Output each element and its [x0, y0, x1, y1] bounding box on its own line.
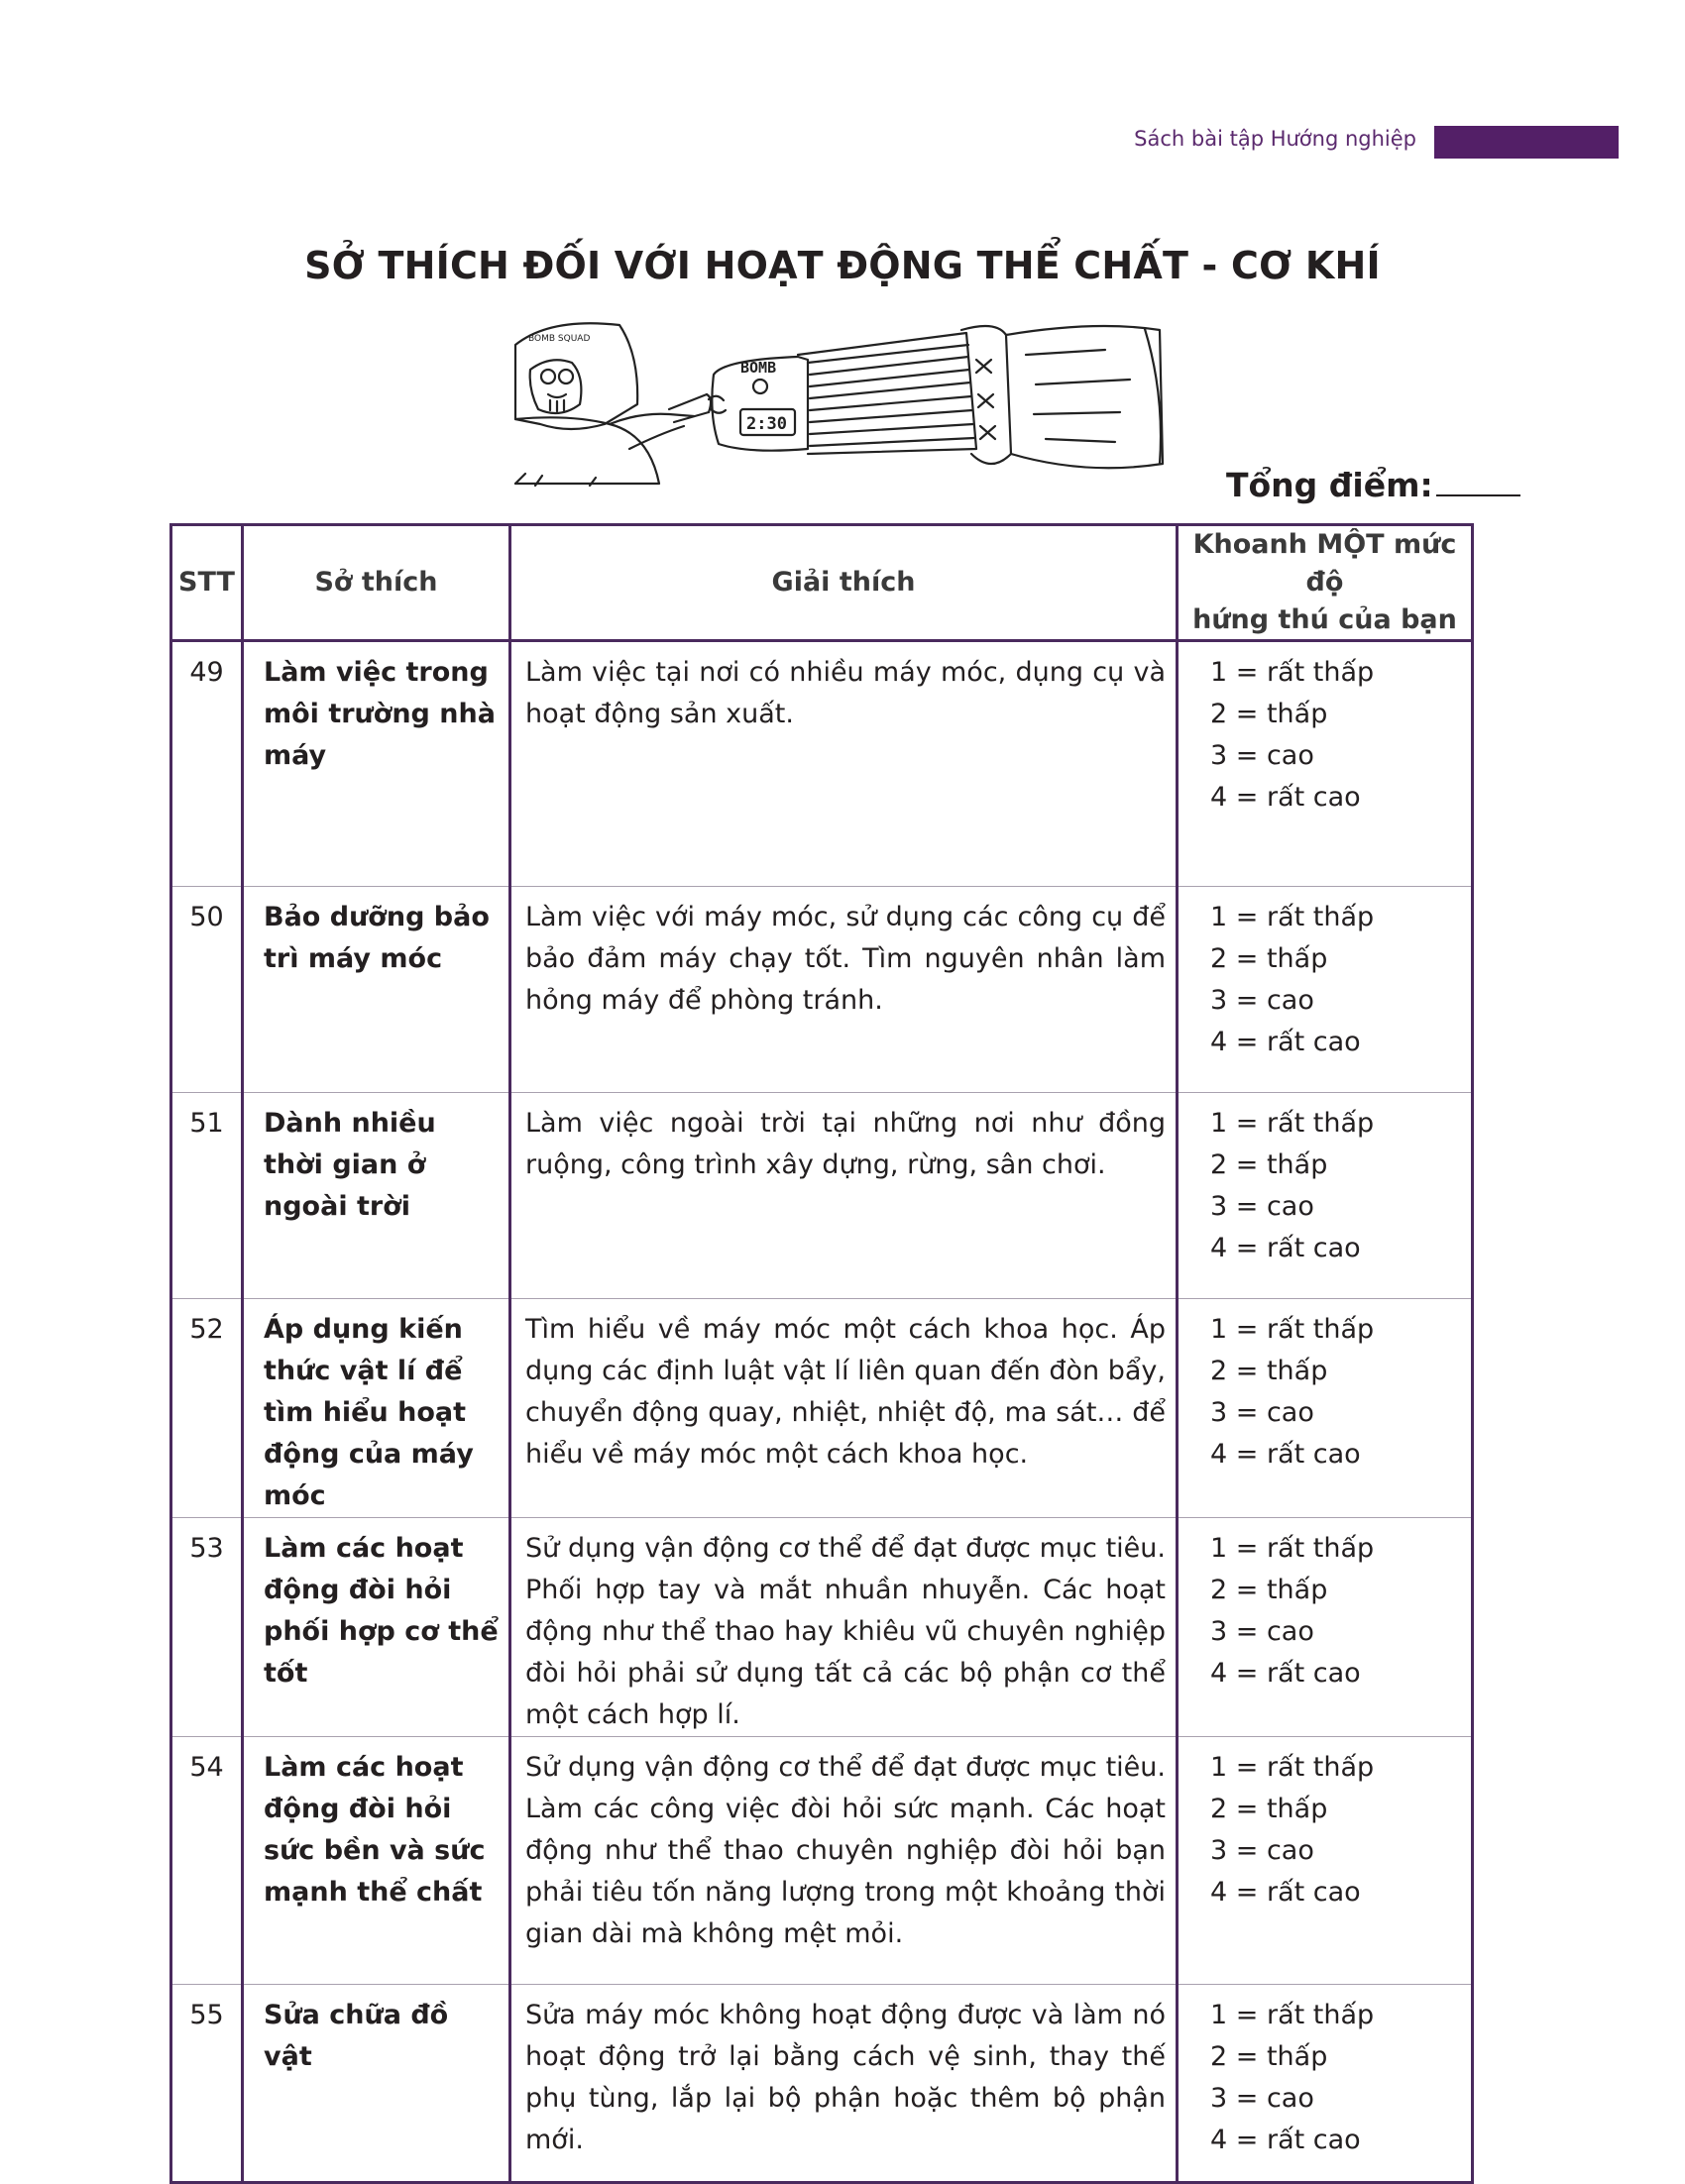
interest-name: Làm các hoạt động đòi hỏi sức bền và sức mạnh thể chất	[243, 1737, 510, 1985]
rating-option[interactable]: 3 = cao	[1210, 1191, 1314, 1222]
running-header: Sách bài tập Hướng nghiệp	[1134, 127, 1416, 151]
rating-option[interactable]: 4 = rất cao	[1210, 1658, 1361, 1689]
interest-name: Dành nhiều thời gian ở ngoài trời	[243, 1093, 510, 1299]
rating-option[interactable]: 3 = cao	[1210, 740, 1314, 771]
rating-options	[1178, 887, 1473, 1093]
interest-name: Làm các hoạt động đòi hỏi phối hợp cơ thể tốt	[243, 1518, 510, 1737]
rating-option[interactable]: 3 = cao	[1210, 2083, 1314, 2114]
interest-explanation: Làm việc với máy móc, sử dụng các công cụ để bảo đảm máy chạy tốt. Tìm nguyên nhân làm hỏng máy để phòng tránh.	[510, 887, 1178, 1093]
rating-option[interactable]: 2 = thấp	[1210, 1575, 1328, 1605]
rating-option[interactable]: 1 = rất thấp	[1210, 657, 1375, 688]
rating-options	[1178, 1518, 1473, 1737]
bomb-timer: 2:30	[746, 414, 787, 434]
rating-option[interactable]: 3 = cao	[1210, 985, 1314, 1016]
interest-explanation: Làm việc ngoài trời tại những nơi như đồng ruộng, công trình xây dựng, rừng, sân chơi.	[510, 1093, 1178, 1299]
row-number: 52	[171, 1299, 243, 1518]
total-score-blank[interactable]	[1436, 494, 1520, 496]
row-number: 53	[171, 1518, 243, 1737]
rating-option[interactable]: 4 = rất cao	[1210, 1439, 1361, 1470]
rating-option[interactable]: 1 = rất thấp	[1210, 2000, 1375, 2030]
rating-option[interactable]: 1 = rất thấp	[1210, 1533, 1375, 1564]
rating-option[interactable]: 4 = rất cao	[1210, 2125, 1361, 2155]
rating-option[interactable]: 1 = rất thấp	[1210, 1108, 1375, 1139]
table-row	[171, 641, 1473, 887]
rating-options	[1178, 1985, 1473, 2183]
helmet-text: BOMB SQUAD	[528, 334, 591, 344]
page-title: SỞ THÍCH ĐỐI VỚI HOẠT ĐỘNG THỂ CHẤT - CƠ KHÍ	[304, 244, 1381, 287]
bomb-squad-cartoon-icon	[510, 315, 1165, 489]
rating-option[interactable]: 2 = thấp	[1210, 943, 1328, 974]
row-number: 54	[171, 1737, 243, 1985]
interest-name: Sửa chữa đồ vật	[243, 1985, 510, 2183]
row-number: 49	[171, 641, 243, 887]
rating-option[interactable]: 1 = rất thấp	[1210, 1752, 1375, 1783]
table-row	[171, 1737, 1473, 1985]
table-row	[171, 1518, 1473, 1737]
row-number: 51	[171, 1093, 243, 1299]
rating-option[interactable]: 4 = rất cao	[1210, 782, 1361, 813]
table-row	[171, 1093, 1473, 1299]
interest-name: Bảo dưỡng bảo trì máy móc	[243, 887, 510, 1093]
row-number: 50	[171, 887, 243, 1093]
rating-option[interactable]: 4 = rất cao	[1210, 1027, 1361, 1057]
row-number: 55	[171, 1985, 243, 2183]
interest-explanation: Sử dụng vận động cơ thể để đạt được mục tiêu. Phối hợp tay và mắt nhuần nhuyễn. Các hoạt động như thể thao hay khiêu vũ chuyên nghiệp đòi hỏi phải sử dụng tất cả các bộ phận cơ thể một cách hợp lí.	[510, 1518, 1178, 1737]
rating-option[interactable]: 4 = rất cao	[1210, 1877, 1361, 1908]
rating-option[interactable]: 3 = cao	[1210, 1835, 1314, 1866]
total-score-label: Tổng điểm:	[1226, 466, 1433, 504]
header-rating-line2: hứng thú của bạn	[1192, 604, 1457, 635]
rating-options	[1178, 1299, 1473, 1518]
interest-name: Áp dụng kiến thức vật lí để tìm hiểu hoạt động của máy móc	[243, 1299, 510, 1518]
table-row	[171, 887, 1473, 1093]
rating-option[interactable]: 1 = rất thấp	[1210, 1314, 1375, 1345]
table-header-row	[171, 525, 1473, 641]
rating-options	[1178, 1737, 1473, 1985]
table-row	[171, 1985, 1473, 2183]
interest-table	[169, 523, 1474, 2184]
header-rating	[1178, 525, 1473, 641]
rating-options	[1178, 641, 1473, 887]
header-explanation: Giải thích	[510, 525, 1178, 641]
rating-option[interactable]: 1 = rất thấp	[1210, 902, 1375, 932]
interest-explanation: Sửa máy móc không hoạt động được và làm nó hoạt động trở lại bằng cách vệ sinh, thay thế phụ tùng, lắp lại bộ phận hoặc thêm bộ phận mới.	[510, 1985, 1178, 2183]
rating-option[interactable]: 2 = thấp	[1210, 1149, 1328, 1180]
interest-explanation: Sử dụng vận động cơ thể để đạt được mục tiêu. Làm các công việc đòi hỏi sức mạnh. Các hoạt động như thể thao chuyên nghiệp đòi hỏi bạn phải tiêu tốn năng lượng trong một khoảng thời gian dài mà không mệt mỏi.	[510, 1737, 1178, 1985]
rating-option[interactable]: 2 = thấp	[1210, 699, 1328, 729]
rating-option[interactable]: 2 = thấp	[1210, 1356, 1328, 1386]
interest-name: Làm việc trong môi trường nhà máy	[243, 641, 510, 887]
table-row	[171, 1299, 1473, 1518]
rating-options	[1178, 1093, 1473, 1299]
bomb-label: BOMB	[740, 359, 777, 377]
rating-option[interactable]: 4 = rất cao	[1210, 1233, 1361, 1263]
rating-option[interactable]: 2 = thấp	[1210, 1794, 1328, 1824]
header-stt: STT	[171, 525, 243, 641]
header-rating-line1: Khoanh MỘT mức độ	[1192, 529, 1457, 598]
header-accent-bar	[1434, 126, 1619, 159]
header-interest: Sở thích	[243, 525, 510, 641]
rating-option[interactable]: 2 = thấp	[1210, 2041, 1328, 2072]
rating-option[interactable]: 3 = cao	[1210, 1616, 1314, 1647]
interest-explanation: Làm việc tại nơi có nhiều máy móc, dụng cụ và hoạt động sản xuất.	[510, 641, 1178, 887]
total-score	[1226, 466, 1520, 504]
rating-option[interactable]: 3 = cao	[1210, 1397, 1314, 1428]
interest-explanation: Tìm hiểu về máy móc một cách khoa học. Áp dụng các định luật vật lí liên quan đến đòn bẩy, chuyển động quay, nhiệt, nhiệt độ, ma sát… để hiểu về máy móc một cách khoa học.	[510, 1299, 1178, 1518]
